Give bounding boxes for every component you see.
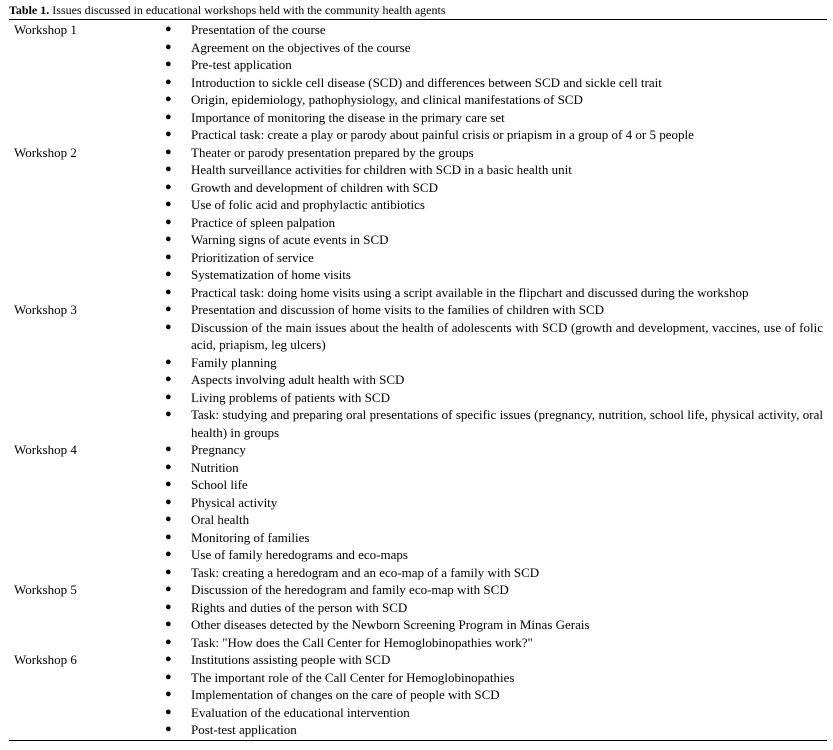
topic-text: Growth and development of children with SCD — [191, 179, 438, 195]
bullet-icon: ● — [165, 618, 172, 630]
topic-list-item — [165, 389, 827, 407]
topic-list-item — [165, 91, 827, 109]
topic-list-item — [165, 284, 827, 302]
table-bottom-rule — [9, 740, 827, 741]
topic-list-item — [165, 441, 827, 459]
topic-list-item — [165, 266, 827, 284]
bullet-icon: ● — [165, 40, 172, 53]
topic-list-item — [165, 196, 827, 214]
bullet-icon: ● — [165, 180, 172, 193]
topic-list-item — [165, 354, 827, 372]
bullet-icon: ● — [165, 583, 172, 595]
topic-list-item — [165, 546, 827, 564]
bullet-icon: ● — [165, 93, 172, 105]
topic-text: Aspects involving adult health with SCD — [191, 372, 405, 387]
bullet-icon: ● — [165, 460, 172, 473]
table-caption — [9, 2, 446, 18]
workshop-topic-list — [9, 441, 827, 581]
topic-text: Task: "How does the Call Center for Hemoglobinopathies work?" — [191, 634, 533, 650]
bullet-icon: ● — [165, 565, 172, 578]
topic-text: Pre-test application — [191, 57, 292, 72]
bullet-icon: ● — [165, 513, 172, 525]
topic-list-item — [165, 144, 827, 162]
bullet-icon: ● — [165, 145, 172, 158]
table-caption-text: Issues discussed in educational workshops held with the community health agents — [49, 3, 446, 17]
topic-text: Importance of monitoring the disease in the primary care set — [191, 109, 505, 125]
topic-text: Practice of spleen palpation — [191, 214, 336, 230]
workshop-table — [9, 21, 827, 739]
topic-text: Nutrition — [191, 459, 239, 475]
topic-text: Rights and duties of the person with SCD — [191, 599, 408, 615]
workshop-topic-list — [9, 21, 827, 144]
bullet-icon: ● — [165, 443, 172, 455]
topic-text: Evaluation of the educational intervention — [191, 704, 410, 720]
topic-text: Discussion of the heredogram and family eco-map with SCD — [191, 582, 509, 597]
bullet-icon: ● — [165, 635, 172, 648]
topic-text: Prioritization of service — [191, 249, 314, 265]
workshop-row — [9, 301, 827, 441]
topic-text: Theater or parody presentation prepared by the groups — [191, 144, 474, 160]
topic-text: Physical activity — [191, 494, 278, 510]
topic-text: Institutions assisting people with SCD — [191, 652, 391, 667]
bullet-icon: ● — [165, 390, 172, 403]
bullet-icon: ● — [165, 408, 172, 420]
topic-text: Use of family heredograms and eco-maps — [191, 547, 408, 562]
topic-list-item — [165, 249, 827, 267]
workshop-row — [9, 651, 827, 739]
workshop-topic-list — [9, 301, 827, 441]
workshop-topic-list — [9, 144, 827, 302]
topic-text: Task: studying and preparing oral presentations of specific issues (pregnancy, nutrition, school life, physical activity, oral health) in groups — [191, 407, 823, 440]
bullet-icon: ● — [165, 215, 172, 228]
table-caption-label: Table 1. — [9, 3, 50, 17]
topic-text: Practical task: create a play or parody about painful crisis or priapism in a group of 4 or 5 people — [191, 127, 694, 142]
topic-text: Monitoring of families — [191, 529, 310, 545]
topic-list-item — [165, 459, 827, 477]
workshop-row — [9, 581, 827, 651]
topic-list-item — [165, 529, 827, 547]
topic-list-item — [165, 21, 827, 39]
topic-text: Task: creating a heredogram and an eco-map of a family with SCD — [191, 564, 540, 580]
bullet-icon: ● — [165, 670, 172, 683]
workshop-row — [9, 144, 827, 302]
topic-text: Discussion of the main issues about the health of adolescents with SCD (growth and development, vaccines, use of folic acid, priapism, leg ulcers) — [191, 319, 823, 352]
bullet-icon: ● — [165, 303, 172, 315]
bullet-icon: ● — [165, 163, 172, 175]
table-top-rule — [9, 19, 827, 20]
bullet-icon: ● — [165, 250, 172, 263]
topic-text: Family planning — [191, 354, 277, 370]
workshop-label: Workshop 1 — [14, 22, 77, 37]
topic-list-item — [165, 406, 827, 441]
topic-text: Pregnancy — [191, 442, 246, 457]
topic-text: School life — [191, 477, 248, 492]
topic-list-item — [165, 301, 827, 319]
topic-list-item — [165, 651, 827, 669]
bullet-icon: ● — [165, 233, 172, 245]
topic-list-item — [165, 616, 827, 634]
workshop-label: Workshop 6 — [14, 652, 77, 667]
bullet-icon: ● — [165, 75, 172, 88]
topic-list-item — [165, 581, 827, 599]
topic-text: Agreement on the objectives of the course — [191, 39, 411, 55]
bullet-icon: ● — [165, 355, 172, 368]
topic-list-item — [165, 231, 827, 249]
topic-list-item — [165, 476, 827, 494]
topic-text: Health surveillance activities for children with SCD in a basic health unit — [191, 162, 572, 177]
bullet-icon: ● — [165, 23, 172, 35]
bullet-icon: ● — [165, 688, 172, 700]
bullet-icon: ● — [165, 495, 172, 508]
topic-list-item — [165, 686, 827, 704]
workshop-row — [9, 441, 827, 581]
topic-list-item — [165, 56, 827, 74]
bullet-icon: ● — [165, 128, 172, 140]
bullet-icon: ● — [165, 478, 172, 490]
bullet-icon: ● — [165, 705, 172, 718]
topic-text: Introduction to sickle cell disease (SCD) and differences between SCD and sickle cell trait — [191, 74, 662, 90]
topic-list-item — [165, 319, 827, 354]
workshop-row — [9, 21, 827, 144]
bullet-icon: ● — [165, 320, 172, 333]
bullet-icon: ● — [165, 285, 172, 298]
topic-list-item — [165, 564, 827, 582]
topic-list-item — [165, 214, 827, 232]
topic-list-item — [165, 669, 827, 687]
topic-text: Implementation of changes on the care of people with SCD — [191, 687, 500, 702]
bullet-icon: ● — [165, 373, 172, 385]
topic-text: Warning signs of acute events in SCD — [191, 232, 389, 247]
workshop-label: Workshop 4 — [14, 442, 77, 457]
topic-text: Post-test application — [191, 722, 297, 737]
topic-text: Systematization of home visits — [191, 267, 351, 282]
workshop-topic-list — [9, 581, 827, 651]
bullet-icon: ● — [165, 653, 172, 665]
topic-text: Other diseases detected by the Newborn Screening Program in Minas Gerais — [191, 617, 590, 632]
topic-text: Presentation and discussion of home visits to the families of children with SCD — [191, 302, 605, 317]
bullet-icon: ● — [165, 530, 172, 543]
topic-text: Origin, epidemiology, pathophysiology, and clinical manifestations of SCD — [191, 92, 583, 107]
topic-list-item — [165, 161, 827, 179]
topic-text: The important role of the Call Center for Hemoglobinopathies — [191, 669, 515, 685]
workshop-label: Workshop 3 — [14, 302, 77, 317]
topic-text: Use of folic acid and prophylactic antibiotics — [191, 197, 425, 212]
topic-list-item — [165, 599, 827, 617]
topic-list-item — [165, 74, 827, 92]
topic-text: Presentation of the course — [191, 22, 326, 37]
topic-list-item — [165, 494, 827, 512]
bullet-icon: ● — [165, 198, 172, 210]
bullet-icon: ● — [165, 58, 172, 70]
workshop-label: Workshop 2 — [14, 144, 77, 160]
topic-list-item — [165, 179, 827, 197]
workshop-label: Workshop 5 — [14, 582, 77, 597]
topic-list-item — [165, 511, 827, 529]
topic-text: Living problems of patients with SCD — [191, 389, 390, 405]
bullet-icon: ● — [165, 110, 172, 123]
bullet-icon: ● — [165, 548, 172, 560]
topic-text: Oral health — [191, 512, 250, 527]
topic-list-item — [165, 39, 827, 57]
workshop-topic-list — [9, 651, 827, 739]
topic-list-item — [165, 634, 827, 652]
bullet-icon: ● — [165, 723, 172, 735]
bullet-icon: ● — [165, 268, 172, 280]
topic-list-item — [165, 721, 827, 739]
topic-text: Practical task: doing home visits using a script available in the flipchart and discussed during the workshop — [191, 284, 749, 300]
bullet-icon: ● — [165, 600, 172, 613]
topic-list-item — [165, 371, 827, 389]
topic-list-item — [165, 109, 827, 127]
topic-list-item — [165, 704, 827, 722]
topic-list-item — [165, 126, 827, 144]
